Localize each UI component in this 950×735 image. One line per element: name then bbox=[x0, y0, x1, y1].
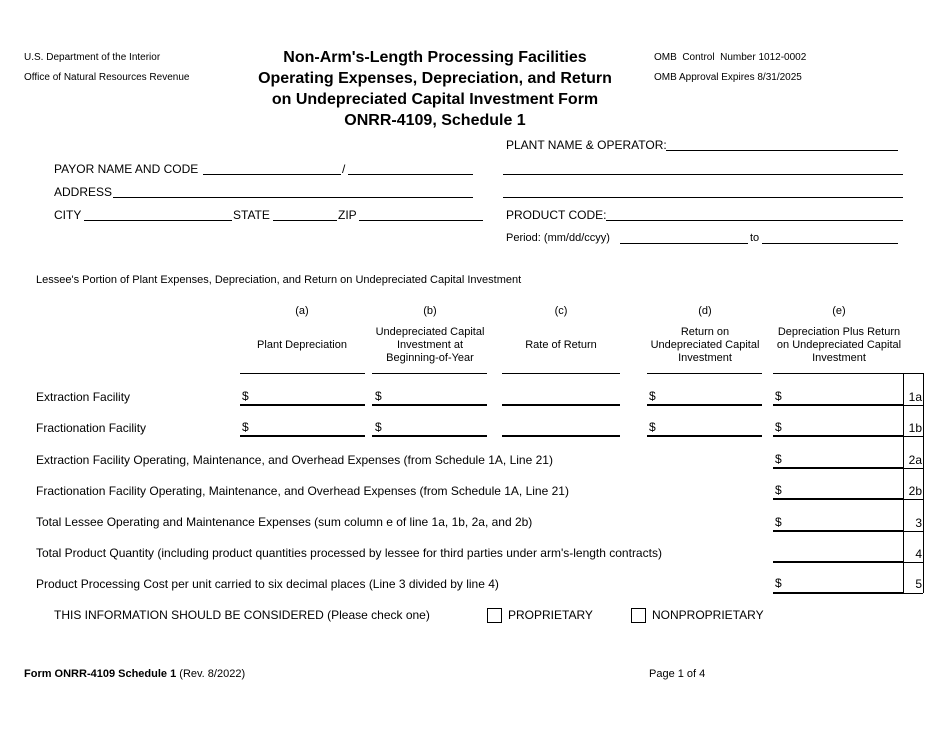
column-a-letter: (a) bbox=[295, 305, 309, 317]
row-3-label: Total Lessee Operating and Maintenance Expenses (sum column e of line 1a, 1b, 2a, and 2b) bbox=[36, 515, 533, 529]
line-number-2a: 2a bbox=[908, 453, 922, 467]
proprietary-label: PROPRIETARY bbox=[508, 608, 593, 622]
line-number-4: 4 bbox=[915, 547, 922, 561]
row-1b-col-b-input[interactable] bbox=[372, 435, 487, 437]
column-d-rule bbox=[647, 373, 762, 374]
column-c-rule bbox=[502, 373, 620, 374]
line-number-divider bbox=[903, 562, 923, 563]
row-3-col-e-input[interactable] bbox=[773, 530, 903, 532]
plant-operator-label: PLANT NAME & OPERATOR: bbox=[506, 138, 667, 152]
row-5-label: Product Processing Cost per unit carried to six decimal places (Line 3 divided by line 4) bbox=[36, 577, 499, 591]
line-number-divider bbox=[903, 531, 923, 532]
product-code-label: PRODUCT CODE: bbox=[506, 208, 607, 222]
column-a-rule bbox=[240, 373, 365, 374]
agency-line-1: U.S. Department of the Interior bbox=[24, 52, 161, 63]
column-e-letter: (e) bbox=[832, 305, 846, 317]
column-e-label: Depreciation Plus Return on Undepreciated Capital Investment bbox=[776, 326, 902, 364]
row-1a-col-d-input[interactable] bbox=[647, 404, 762, 406]
row-1a-col-c-input[interactable] bbox=[502, 404, 620, 406]
product-code-input[interactable] bbox=[606, 220, 903, 221]
column-a-label: Plant Depreciation bbox=[257, 339, 347, 351]
row-1b-col-d-input[interactable] bbox=[647, 435, 762, 437]
omb-expiration: OMB Approval Expires 8/31/2025 bbox=[654, 72, 802, 83]
state-label: STATE bbox=[233, 208, 270, 222]
line-number-3: 3 bbox=[915, 516, 922, 530]
row-5-col-e-input[interactable] bbox=[773, 592, 903, 594]
column-d-letter: (d) bbox=[698, 305, 712, 317]
row-1a-col-e-input[interactable] bbox=[773, 404, 903, 406]
column-b-letter: (b) bbox=[423, 305, 437, 317]
currency-sign: $ bbox=[649, 389, 656, 403]
currency-sign: $ bbox=[775, 576, 782, 590]
line-number-1a: 1a bbox=[908, 390, 922, 404]
currency-sign: $ bbox=[775, 420, 782, 434]
agency-line-2: Office of Natural Resources Revenue bbox=[24, 72, 190, 83]
nonproprietary-label: NONPROPRIETARY bbox=[652, 608, 764, 622]
column-d-label: Return on Undepreciated Capital Investment bbox=[650, 326, 760, 364]
row-1b-col-a-input[interactable] bbox=[240, 435, 365, 437]
form-footer bbox=[24, 668, 245, 680]
line-number-column-bottom bbox=[903, 593, 923, 594]
zip-label: ZIP bbox=[338, 208, 357, 222]
address-input[interactable] bbox=[113, 197, 473, 198]
line-number-divider bbox=[903, 405, 923, 406]
line-number-5: 5 bbox=[915, 577, 922, 591]
row-2b-label: Fractionation Facility Operating, Maintenance, and Overhead Expenses (from Schedule 1A, Line 21) bbox=[36, 484, 569, 498]
page-number: Page 1 of 4 bbox=[649, 668, 706, 680]
column-b-label: Undepreciated Capital Investment at Beginning-of-Year bbox=[375, 326, 485, 364]
nonproprietary-checkbox[interactable] bbox=[631, 608, 646, 623]
line-number-1b: 1b bbox=[908, 421, 922, 435]
line-number-divider bbox=[903, 468, 923, 469]
row-2a-label: Extraction Facility Operating, Maintenance, and Overhead Expenses (from Schedule 1A, Line 21) bbox=[36, 453, 553, 467]
section-title: Lessee's Portion of Plant Expenses, Depreciation, and Return on Undepreciated Capital Investment bbox=[36, 274, 522, 286]
row-4-col-e-input[interactable] bbox=[773, 561, 903, 563]
currency-sign: $ bbox=[775, 389, 782, 403]
row-1b-col-e-input[interactable] bbox=[773, 435, 903, 437]
currency-sign: $ bbox=[775, 452, 782, 466]
line-number-2b: 2b bbox=[908, 484, 922, 498]
currency-sign: $ bbox=[649, 420, 656, 434]
currency-sign: $ bbox=[242, 420, 249, 434]
payor-slash: / bbox=[342, 162, 346, 176]
row-2a-col-e-input[interactable] bbox=[773, 467, 903, 469]
zip-input[interactable] bbox=[359, 220, 483, 221]
row-1a-col-b-input[interactable] bbox=[372, 404, 487, 406]
omb-control-number: OMB Control Number 1012-0002 bbox=[654, 52, 807, 63]
period-end-input[interactable] bbox=[762, 243, 898, 244]
currency-sign: $ bbox=[775, 515, 782, 529]
form-revision: (Rev. 8/2022) bbox=[176, 668, 246, 680]
currency-sign: $ bbox=[375, 420, 382, 434]
period-start-input[interactable] bbox=[620, 243, 748, 244]
line-number-column-top bbox=[903, 373, 923, 374]
title-line-3: on Undepreciated Capital Investment Form bbox=[271, 91, 599, 108]
address-label: ADDRESS bbox=[54, 185, 113, 199]
line-number-divider bbox=[903, 436, 923, 437]
period-label: Period: (mm/dd/ccyy) bbox=[506, 232, 610, 244]
currency-sign: $ bbox=[242, 389, 249, 403]
form-title bbox=[225, 47, 645, 131]
city-input[interactable] bbox=[84, 220, 232, 221]
line-number-column-right bbox=[923, 373, 924, 593]
payor-name-input[interactable] bbox=[203, 174, 341, 175]
title-line-4: ONRR-4109, Schedule 1 bbox=[344, 112, 526, 129]
title-line-2: Operating Expenses, Depreciation, and Return bbox=[258, 70, 612, 87]
payor-code-input[interactable] bbox=[348, 174, 473, 175]
column-b-rule bbox=[372, 373, 487, 374]
state-input[interactable] bbox=[273, 220, 337, 221]
form-name: Form ONRR-4109 Schedule 1 bbox=[24, 668, 177, 680]
title-line-1: Non-Arm's-Length Processing Facilities bbox=[283, 49, 587, 66]
row-1a-col-a-input[interactable] bbox=[240, 404, 365, 406]
plant-operator-line-3[interactable] bbox=[503, 197, 903, 198]
payor-label: PAYOR NAME AND CODE bbox=[54, 162, 199, 176]
currency-sign: $ bbox=[375, 389, 382, 403]
row-1b-label: Fractionation Facility bbox=[36, 421, 147, 435]
currency-sign: $ bbox=[775, 483, 782, 497]
confidentiality-prompt: THIS INFORMATION SHOULD BE CONSIDERED (Please check one) bbox=[54, 608, 430, 622]
row-4-label: Total Product Quantity (including product quantities processed by lessee for third parties under arm's-length contracts) bbox=[36, 546, 662, 560]
column-c-letter: (c) bbox=[554, 305, 568, 317]
column-e-rule bbox=[773, 373, 903, 374]
row-1a-label: Extraction Facility bbox=[36, 390, 131, 404]
line-number-divider bbox=[903, 499, 923, 500]
column-c-label: Rate of Return bbox=[525, 339, 597, 351]
plant-operator-input[interactable] bbox=[666, 150, 898, 151]
plant-operator-line-2[interactable] bbox=[503, 174, 903, 175]
proprietary-checkbox[interactable] bbox=[487, 608, 502, 623]
city-label: CITY bbox=[54, 208, 82, 222]
row-1b-col-c-input[interactable] bbox=[502, 435, 620, 437]
row-2b-col-e-input[interactable] bbox=[773, 498, 903, 500]
period-to-label: to bbox=[750, 232, 760, 244]
